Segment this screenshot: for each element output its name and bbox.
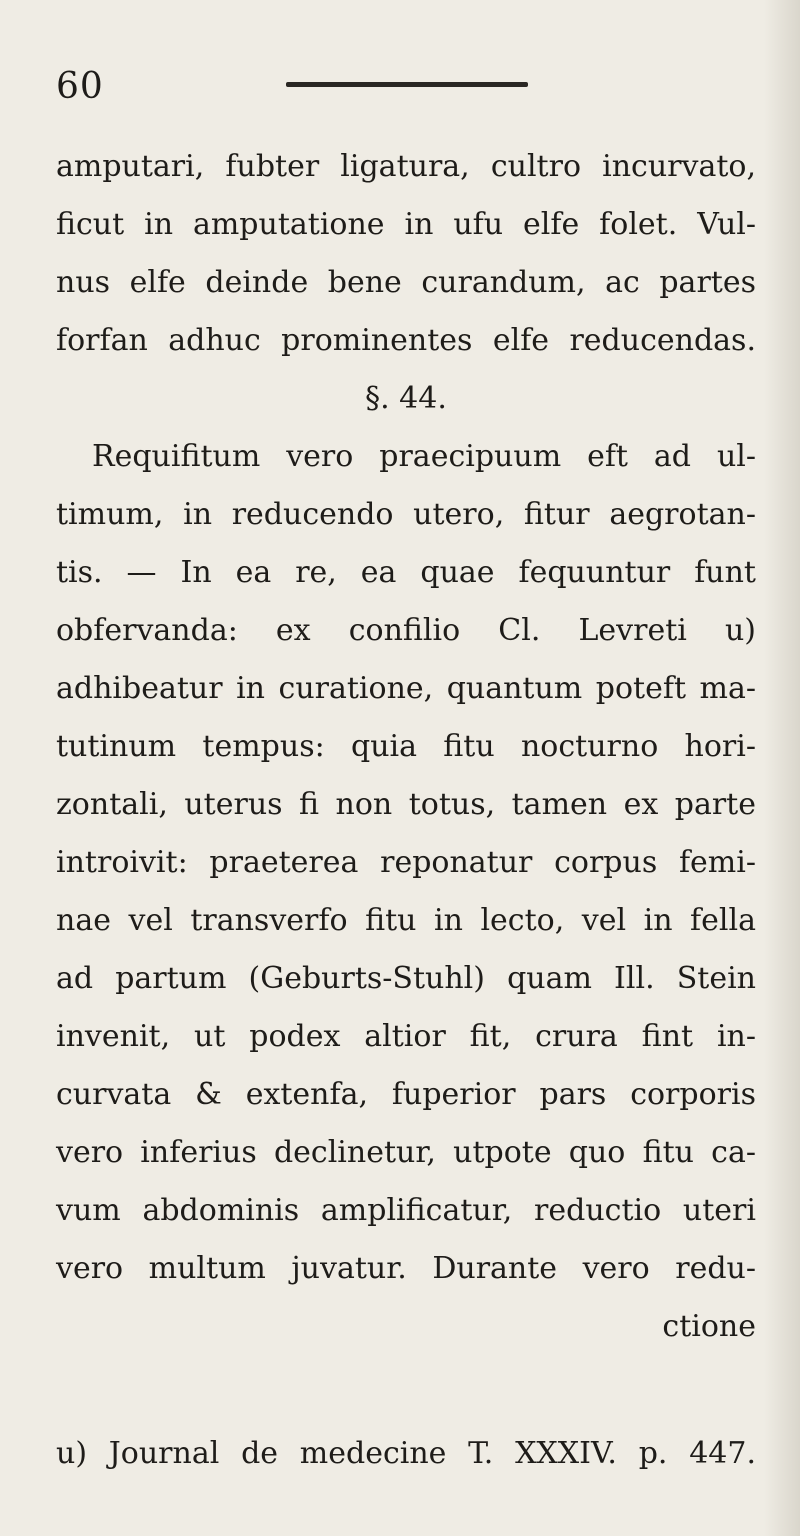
text-line: ad partum (Geburts-Stuhl) quam Ill. Stein bbox=[56, 961, 756, 996]
text-line: timum, in reducendo utero, fitur aegrotan- bbox=[56, 497, 756, 532]
text-line: vero inferius declinetur, utpote quo fitu ca- bbox=[56, 1135, 756, 1170]
text-line: obfervanda: ex confilio Cl. Levreti u) bbox=[56, 613, 756, 648]
text-line: amputari, fubter ligatura, cultro incurvato, bbox=[56, 149, 756, 184]
text-line: forfan adhuc prominentes elfe reducendas. bbox=[56, 323, 756, 358]
text-line: nae vel transverfo fitu in lecto, vel in fella bbox=[56, 903, 756, 938]
text-line: tutinum tempus: quia fitu nocturno hori- bbox=[56, 729, 756, 764]
text-line: introivit: praeterea reponatur corpus femi- bbox=[56, 845, 756, 880]
text-line: vero multum juvatur. Durante vero redu- bbox=[56, 1251, 756, 1286]
page-edge-shadow bbox=[764, 0, 800, 1536]
page-number: 60 bbox=[56, 66, 104, 107]
text-line: adhibeatur in curatione, quantum poteft ma- bbox=[56, 671, 756, 706]
catchword: ctione bbox=[662, 1309, 756, 1344]
text-line: vum abdominis amplificatur, reductio uteri bbox=[56, 1193, 756, 1228]
text-line: invenit, ut podex altior fit, crura fint in- bbox=[56, 1019, 756, 1054]
header-rule bbox=[286, 82, 528, 87]
text-line: Requifitum vero praecipuum eft ad ul- bbox=[92, 439, 756, 474]
section-heading: §. 44. bbox=[365, 381, 447, 416]
body-text bbox=[56, 138, 756, 1356]
text-line: nus elfe deinde bene curandum, ac partes bbox=[56, 265, 756, 300]
text-line: ficut in amputatione in ufu elfe folet. Vul- bbox=[56, 207, 756, 242]
footnote: u) Journal de medecine T. XXXIV. p. 447. bbox=[56, 1436, 756, 1471]
text-line: zontali, uterus fi non totus, tamen ex parte bbox=[56, 787, 756, 822]
text-line: curvata & extenfa, fuperior pars corporis bbox=[56, 1077, 756, 1112]
text-line: tis. — In ea re, ea quae fequuntur funt bbox=[56, 555, 756, 590]
